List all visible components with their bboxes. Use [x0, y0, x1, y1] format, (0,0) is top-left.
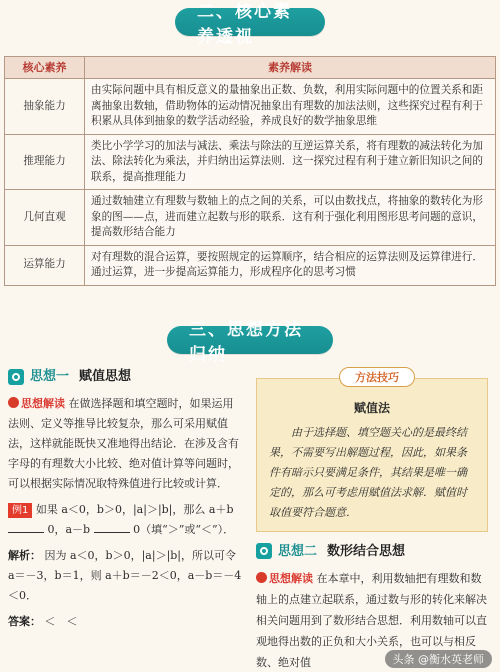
table-header-key: 核心素养	[5, 57, 85, 79]
example-text-b: 0，a－b	[47, 523, 91, 536]
idea2-label: 思想二	[278, 543, 318, 559]
idea1-interpretation	[8, 394, 244, 494]
idea1-heading	[8, 366, 244, 388]
table-row	[5, 190, 496, 246]
idea1-name: 赋值思想	[79, 369, 132, 384]
example-text-c: 0（填“＞”或“＜”）．	[133, 523, 235, 536]
table-cell-key: 几何直观	[5, 190, 85, 246]
idea-badge-icon	[8, 369, 24, 385]
tip-text: 由于选择题、填空题关心的是最终结果，不需要写出解题过程，因此，如果条件有暗示只要满足条件，其结果是唯一确定的，那么可考虑用赋值法求解．赋值时取值要符合题意．	[269, 426, 467, 519]
idea1-example	[8, 500, 244, 540]
idea1-solution	[8, 546, 244, 606]
answer-blank	[8, 522, 44, 533]
table-cell-desc: 类比小学学习的加法与减法、乘法与除法的互逆运算关系，将有理数的减法转化为加法、除法转化为乘法，并归纳出运算法则．这一探究过程有利于建立新旧知识之间的联系，提高推理能力	[85, 134, 496, 190]
idea2-jiedu-text: 在本章中，利用数轴把有理数和数轴上的点建立起联系，通过数与形的转化来解决相关问题用到了数形结合思想．利用数轴可以直观地得出数的正负和大小关系，也可以与相反数、绝对值	[256, 572, 487, 669]
table-cell-desc: 由实际问题中具有相反意义的量抽象出正数、负数，利用实际问题中的位置关系和距离抽象出数轴，借助物体的运动情况抽象出有理数的加法法则，这些探究过程有利于积累从具体到抽象的数学活动经验，养成良好的数学抽象思维	[85, 79, 496, 135]
section-banner-methods: 三、思想方法归纳	[167, 326, 333, 354]
idea1-column	[8, 366, 244, 632]
solution-label: 解析：	[8, 549, 41, 562]
table-cell-key: 运算能力	[5, 245, 85, 285]
interpretation-icon	[8, 397, 19, 408]
interpretation-icon	[256, 572, 267, 583]
idea2-jiedu-label: 思想解读	[269, 572, 313, 585]
idea2-heading	[256, 540, 492, 562]
table-row	[5, 245, 496, 285]
idea1-jiedu-label: 思想解读	[21, 397, 65, 410]
solution-text: 因为 a＜0，b＞0，|a|＞|b|，所以可令 a＝－3，b＝1，则 a＋b＝－2＜0，a－b＝－4＜0．	[8, 549, 242, 602]
table-cell-key: 抽象能力	[5, 79, 85, 135]
core-literacy-table	[4, 56, 496, 286]
tip-tag: 方法技巧	[339, 367, 415, 387]
idea1-answer	[8, 612, 244, 632]
idea-badge-icon	[256, 543, 272, 559]
answer-text: ＜ ＜	[44, 615, 78, 628]
answer-blank	[94, 522, 130, 533]
example-tag: 例1	[8, 503, 32, 518]
watermark: 头条 @衡水英老师	[385, 650, 493, 668]
table-header-row	[5, 57, 496, 79]
table-row	[5, 134, 496, 190]
example-text-a: 如果 a＜0，b＞0，|a|＞|b|，那么 a＋b	[35, 503, 234, 516]
method-tip-box	[256, 371, 488, 532]
tip-title: 赋值法	[353, 401, 390, 415]
idea1-label: 思想一	[30, 369, 70, 384]
idea1-jiedu-text: 在做选择题和填空题时，如果运用法则、定义等推导比较复杂，那么可采用赋值法，这样就能既快又准地得出结论．在涉及含有字母的有理数大小比较、绝对值计算等问题时，可以根据实际情况取特殊值进行比较或计算．	[8, 397, 239, 490]
idea2-name: 数形结合思想	[327, 543, 406, 559]
table-header-desc: 素养解读	[85, 57, 496, 79]
table-cell-key: 推理能力	[5, 134, 85, 190]
section-banner-core: 二、核心素养透视	[175, 8, 325, 36]
table-cell-desc: 通过数轴建立有理数与数轴上的点之间的关系，可以由数找点，将抽象的数转化为形象的图——点，进而建立起数与形的联系．这有利于强化利用图形思考问题的意识，提高数形结合能力	[85, 190, 496, 246]
answer-label: 答案：	[8, 615, 41, 628]
table-cell-desc: 对有理数的混合运算，要按照规定的运算顺序，结合相应的运算法则及运算律进行．通过运算，进一步提高运算能力，形成程序化的思考习惯	[85, 245, 496, 285]
table-row	[5, 79, 496, 135]
